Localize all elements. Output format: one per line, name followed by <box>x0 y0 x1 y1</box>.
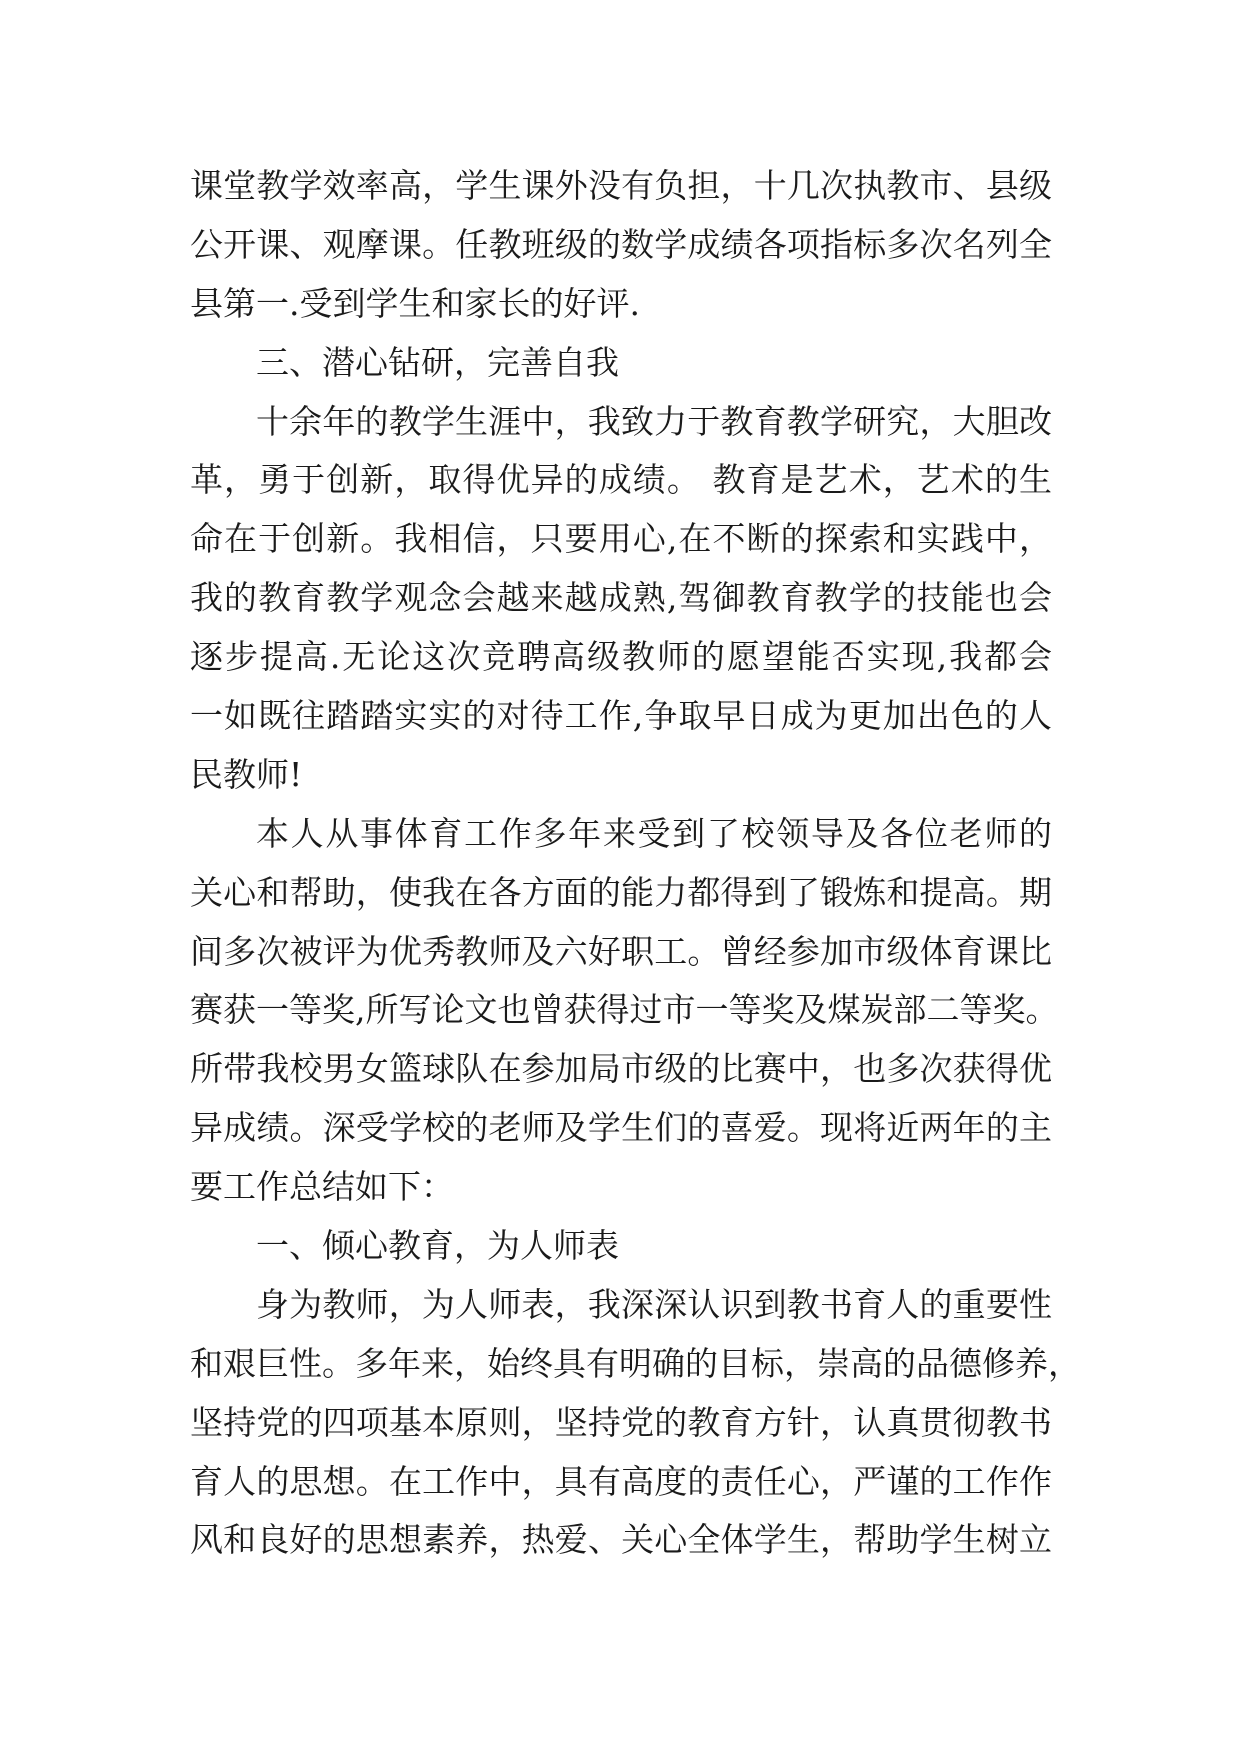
section-heading: 一、倾心教育，为人师表 <box>256 1226 619 1266</box>
text-line: 赛获一等奖,所写论文也曾获得过市一等奖及煤炭部二等奖。 <box>190 990 1059 1030</box>
text-line: 所带我校男女篮球队在参加局市级的比赛中，也多次获得优 <box>190 1049 1052 1089</box>
paragraph-end-line: 民教师! <box>190 754 303 794</box>
text-line: 和艰巨性。多年来，始终具有明确的目标，崇高的品德修养， <box>190 1343 1081 1383</box>
section-heading: 三、潜心钻研，完善自我 <box>256 342 619 382</box>
text-line: 我的教育教学观念会越来越成熟,驾御教育教学的技能也会 <box>190 578 1052 618</box>
text-line: 命在于创新。我相信，只要用心,在不断的探索和实践中， <box>190 519 1052 559</box>
text-line: 坚持党的四项基本原则，坚持党的教育方针，认真贯彻教书 <box>190 1402 1052 1442</box>
text-line: 逐步提高.无论这次竞聘高级教师的愿望能否实现,我都会 <box>190 637 1052 677</box>
text-line: 一如既往踏踏实实的对待工作,争取早日成为更加出色的人 <box>190 696 1052 736</box>
text-line: 公开课、观摩课。任教班级的数学成绩各项指标多次名列全 <box>190 224 1052 264</box>
paragraph-first-line: 本人从事体育工作多年来受到了校领导及各位老师的 <box>256 813 1052 853</box>
paragraph-first-line: 十余年的教学生涯中，我致力于教育教学研究，大胆改 <box>256 401 1052 441</box>
text-line: 课堂教学效率高，学生课外没有负担，十几次执教市、县级 <box>190 166 1052 205</box>
text-line: 育人的思想。在工作中，具有高度的责任心，严谨的工作作 <box>190 1461 1052 1501</box>
paragraph-end-line: 要工作总结如下： <box>190 1167 454 1207</box>
text-line: 革，勇于创新，取得优异的成绩。 教育是艺术，艺术的生 <box>190 460 1052 500</box>
body-text <box>190 157 1081 1570</box>
text-line: 关心和帮助，使我在各方面的能力都得到了锻炼和提高。期 <box>190 872 1052 912</box>
text-line: 异成绩。深受学校的老师及学生们的喜爱。现将近两年的主 <box>190 1108 1052 1148</box>
paragraph-end-line: 县第一.受到学生和家长的好评. <box>190 283 640 323</box>
text-line: 风和良好的思想素养，热爱、关心全体学生，帮助学生树立 <box>190 1520 1052 1560</box>
paragraph-first-line: 身为教师，为人师表，我深深认识到教书育人的重要性 <box>256 1284 1052 1324</box>
text-line: 间多次被评为优秀教师及六好职工。曾经参加市级体育课比 <box>190 931 1052 971</box>
